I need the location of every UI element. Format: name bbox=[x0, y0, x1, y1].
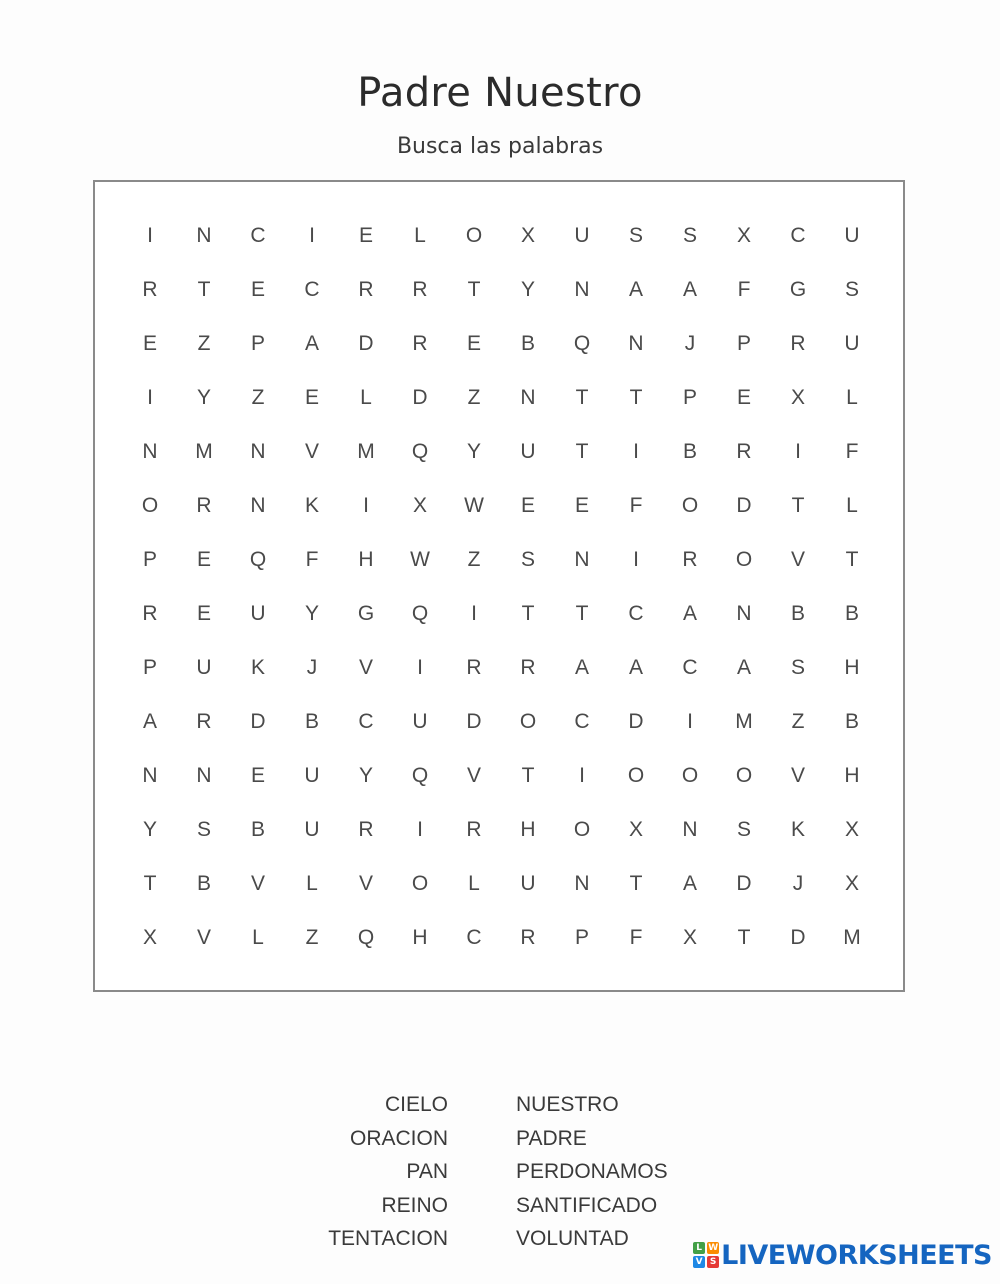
grid-letter-cell[interactable]: W bbox=[464, 494, 484, 517]
grid-letter-cell[interactable]: N bbox=[142, 440, 158, 463]
grid-letter-cell[interactable]: R bbox=[358, 278, 374, 301]
grid-letter-cell[interactable]: H bbox=[412, 926, 428, 949]
grid-letter-cell[interactable]: M bbox=[195, 440, 213, 463]
grid-letter-cell[interactable]: S bbox=[790, 656, 805, 679]
grid-letter-cell[interactable]: E bbox=[358, 224, 373, 247]
word-list-item: PADRE bbox=[516, 1126, 587, 1150]
grid-letter-cell[interactable]: R bbox=[412, 278, 428, 301]
grid-letter-cell[interactable]: C bbox=[790, 224, 806, 247]
grid-letter-cell[interactable]: O bbox=[681, 494, 699, 517]
grid-letter-cell[interactable]: J bbox=[792, 872, 804, 895]
grid-letter-cell[interactable]: C bbox=[466, 926, 482, 949]
brand-text: LIVEWORKSHEETS bbox=[721, 1239, 992, 1271]
grid-letter-cell[interactable]: U bbox=[520, 872, 536, 895]
grid-letter-cell[interactable]: Y bbox=[466, 440, 481, 463]
grid-letter-cell[interactable]: X bbox=[844, 818, 859, 841]
grid-letter-cell[interactable]: Y bbox=[304, 602, 319, 625]
grid-letter-cell[interactable]: C bbox=[304, 278, 320, 301]
grid-letter-cell[interactable]: Q bbox=[411, 440, 429, 463]
grid-letter-cell[interactable]: S bbox=[628, 224, 643, 247]
grid-letter-cell[interactable]: I bbox=[633, 548, 639, 571]
grid-letter-cell[interactable]: V bbox=[358, 872, 373, 895]
logo-tile: S bbox=[707, 1256, 719, 1268]
grid-letter-cell[interactable]: A bbox=[304, 332, 319, 355]
grid-letter-cell[interactable]: B bbox=[520, 332, 535, 355]
grid-letter-cell[interactable]: H bbox=[844, 764, 860, 787]
grid-letter-cell[interactable]: R bbox=[520, 926, 536, 949]
grid-letter-cell[interactable]: V bbox=[466, 764, 481, 787]
grid-letter-cell[interactable]: T bbox=[629, 872, 643, 895]
grid-letter-cell[interactable]: S bbox=[196, 818, 211, 841]
grid-letter-cell[interactable]: T bbox=[629, 386, 643, 409]
grid-letter-cell[interactable]: Y bbox=[196, 386, 211, 409]
grid-letter-cell[interactable]: Y bbox=[358, 764, 373, 787]
grid-letter-cell[interactable]: Q bbox=[411, 764, 429, 787]
word-list-item: PERDONAMOS bbox=[516, 1160, 668, 1184]
grid-letter-cell[interactable]: I bbox=[633, 440, 639, 463]
grid-letter-cell[interactable]: S bbox=[736, 818, 751, 841]
grid-letter-cell[interactable]: D bbox=[736, 494, 752, 517]
word-list-item: TENTACION bbox=[328, 1227, 448, 1251]
grid-letter-cell[interactable]: O bbox=[735, 548, 753, 571]
grid-letter-cell[interactable]: D bbox=[358, 332, 374, 355]
liveworksheets-logo-icon bbox=[693, 1242, 719, 1268]
grid-letter-cell[interactable]: V bbox=[250, 872, 265, 895]
grid-letter-cell[interactable]: V bbox=[790, 548, 805, 571]
grid-letter-cell[interactable]: I bbox=[795, 440, 801, 463]
grid-letter-cell[interactable]: D bbox=[628, 710, 644, 733]
grid-letter-cell[interactable]: N bbox=[628, 332, 644, 355]
grid-letter-cell[interactable]: K bbox=[790, 818, 805, 841]
grid-letter-cell[interactable]: N bbox=[520, 386, 536, 409]
grid-letter-cell[interactable]: F bbox=[737, 278, 751, 301]
word-list-item: NUESTRO bbox=[516, 1093, 619, 1116]
grid-letter-cell[interactable]: N bbox=[250, 440, 266, 463]
grid-letter-cell[interactable]: O bbox=[141, 494, 159, 517]
grid-letter-cell[interactable]: O bbox=[681, 764, 699, 787]
grid-letter-cell[interactable]: T bbox=[197, 278, 211, 301]
grid-letter-cell[interactable]: C bbox=[682, 656, 698, 679]
grid-letter-cell[interactable]: X bbox=[628, 818, 643, 841]
grid-letter-cell[interactable]: U bbox=[844, 332, 860, 355]
grid-letter-cell[interactable]: V bbox=[196, 926, 211, 949]
grid-letter-cell[interactable]: X bbox=[520, 224, 535, 247]
grid-letter-cell[interactable]: A bbox=[142, 710, 157, 733]
grid-letter-cell[interactable]: X bbox=[682, 926, 697, 949]
grid-letter-cell[interactable]: G bbox=[357, 602, 375, 625]
grid-letter-cell[interactable]: L bbox=[360, 386, 372, 409]
grid-letter-cell[interactable]: T bbox=[737, 926, 751, 949]
grid-letter-cell[interactable]: R bbox=[682, 548, 698, 571]
grid-letter-cell[interactable]: A bbox=[736, 656, 751, 679]
grid-letter-cell[interactable]: I bbox=[309, 224, 315, 247]
grid-letter-cell[interactable]: N bbox=[682, 818, 698, 841]
grid-letter-cell[interactable]: R bbox=[520, 656, 536, 679]
grid-letter-cell[interactable]: P bbox=[682, 386, 697, 409]
grid-letter-cell[interactable]: K bbox=[250, 656, 265, 679]
grid-letter-cell[interactable]: U bbox=[304, 764, 320, 787]
grid-letter-cell[interactable]: N bbox=[196, 224, 212, 247]
grid-letter-cell[interactable]: E bbox=[250, 764, 265, 787]
grid-letter-cell[interactable]: E bbox=[250, 278, 265, 301]
grid-letter-cell[interactable]: B bbox=[844, 602, 859, 625]
grid-letter-cell[interactable]: P bbox=[736, 332, 751, 355]
grid-letter-cell[interactable]: R bbox=[412, 332, 428, 355]
word-list-item: VOLUNTAD bbox=[516, 1227, 629, 1251]
word-list-left-column bbox=[328, 1088, 448, 1256]
word-list-item: REINO bbox=[381, 1193, 448, 1217]
grid-letter-cell[interactable]: C bbox=[628, 602, 644, 625]
grid-letter-cell[interactable]: E bbox=[304, 386, 319, 409]
grid-letter-cell[interactable]: D bbox=[736, 872, 752, 895]
grid-letter-cell[interactable]: B bbox=[304, 710, 319, 733]
grid-letter-cell[interactable]: N bbox=[574, 872, 590, 895]
grid-letter-cell[interactable]: P bbox=[142, 548, 157, 571]
grid-letter-cell[interactable]: N bbox=[142, 764, 158, 787]
grid-letter-cell[interactable]: O bbox=[519, 710, 537, 733]
grid-letter-cell[interactable]: T bbox=[575, 602, 589, 625]
grid-letter-cell[interactable]: D bbox=[466, 710, 482, 733]
grid-letter-cell[interactable]: T bbox=[791, 494, 805, 517]
grid-letter-cell[interactable]: E bbox=[736, 386, 751, 409]
grid-letter-cell[interactable]: Z bbox=[467, 386, 481, 409]
grid-letter-cell[interactable]: D bbox=[790, 926, 806, 949]
grid-letter-cell[interactable]: U bbox=[304, 818, 320, 841]
grid-letter-cell[interactable]: O bbox=[465, 224, 483, 247]
grid-letter-cell[interactable]: Q bbox=[411, 602, 429, 625]
grid-letter-cell[interactable]: Q bbox=[573, 332, 591, 355]
grid-letter-cell[interactable]: V bbox=[304, 440, 319, 463]
grid-letter-cell[interactable]: R bbox=[790, 332, 806, 355]
grid-letter-cell[interactable]: X bbox=[736, 224, 751, 247]
grid-letter-cell[interactable]: E bbox=[196, 602, 211, 625]
word-list-item: PAN bbox=[406, 1160, 448, 1184]
logo-tile: W bbox=[708, 1243, 719, 1253]
grid-letter-cell[interactable]: E bbox=[574, 494, 589, 517]
grid-letter-cell[interactable]: H bbox=[358, 548, 374, 571]
grid-letter-cell[interactable]: M bbox=[843, 926, 861, 949]
grid-letter-cell[interactable]: B bbox=[682, 440, 697, 463]
grid-letter-cell[interactable]: D bbox=[250, 710, 266, 733]
grid-letter-cell[interactable]: P bbox=[250, 332, 265, 355]
grid-letter-cell[interactable]: I bbox=[579, 764, 585, 787]
grid-letter-cell[interactable]: K bbox=[304, 494, 319, 517]
grid-letter-cell[interactable]: A bbox=[682, 278, 697, 301]
word-list-item: SANTIFICADO bbox=[516, 1193, 658, 1217]
grid-letter-cell[interactable]: T bbox=[521, 602, 535, 625]
grid-letter-cell[interactable]: P bbox=[574, 926, 589, 949]
grid-letter-cell[interactable]: F bbox=[305, 548, 319, 571]
grid-letter-cell[interactable]: S bbox=[520, 548, 535, 571]
grid-letter-cell[interactable]: E bbox=[196, 548, 211, 571]
grid-letter-cell[interactable]: U bbox=[250, 602, 266, 625]
grid-letter-cell[interactable]: X bbox=[142, 926, 157, 949]
grid-letter-cell[interactable]: I bbox=[417, 656, 423, 679]
grid-letter-cell[interactable]: X bbox=[412, 494, 427, 517]
grid-letter-cell[interactable]: T bbox=[143, 872, 157, 895]
grid-letter-cell[interactable]: Z bbox=[305, 926, 319, 949]
grid-letter-cell[interactable]: R bbox=[196, 494, 212, 517]
grid-letter-cell[interactable]: T bbox=[467, 278, 481, 301]
grid-letter-cell[interactable]: T bbox=[575, 386, 589, 409]
grid-letter-cell[interactable]: A bbox=[574, 656, 589, 679]
word-list-item: CIELO bbox=[384, 1093, 448, 1116]
grid-letter-cell[interactable]: M bbox=[735, 710, 753, 733]
grid-letter-cell[interactable]: L bbox=[846, 494, 858, 517]
worksheet-subtitle: Busca las palabras bbox=[396, 134, 604, 159]
grid-letter-cell[interactable]: N bbox=[196, 764, 212, 787]
grid-letter-cell[interactable]: R bbox=[466, 656, 482, 679]
grid-letter-cell[interactable]: B bbox=[250, 818, 265, 841]
grid-letter-cell[interactable]: F bbox=[629, 494, 643, 517]
grid-letter-cell[interactable]: J bbox=[306, 656, 318, 679]
grid-letter-cell[interactable]: N bbox=[736, 602, 752, 625]
grid-letter-cell[interactable]: A bbox=[682, 602, 697, 625]
grid-letter-cell[interactable]: R bbox=[196, 710, 212, 733]
grid-letter-cell[interactable]: A bbox=[682, 872, 697, 895]
grid-letter-cell[interactable]: E bbox=[142, 332, 157, 355]
grid-letter-cell[interactable]: U bbox=[520, 440, 536, 463]
grid-letter-cell[interactable]: N bbox=[574, 548, 590, 571]
grid-letter-cell[interactable]: R bbox=[466, 818, 482, 841]
grid-letter-cell[interactable]: Z bbox=[251, 386, 265, 409]
grid-letter-cell[interactable]: I bbox=[687, 710, 693, 733]
grid-letter-cell[interactable]: Z bbox=[197, 332, 211, 355]
grid-letter-cell[interactable]: L bbox=[252, 926, 264, 949]
grid-letter-cell[interactable]: O bbox=[627, 764, 645, 787]
grid-letter-cell[interactable]: P bbox=[142, 656, 157, 679]
grid-letter-cell[interactable]: U bbox=[844, 224, 860, 247]
grid-letter-cell[interactable]: G bbox=[789, 278, 807, 301]
grid-letter-cell[interactable]: A bbox=[628, 278, 643, 301]
grid-letter-cell[interactable]: H bbox=[844, 656, 860, 679]
grid-letter-cell[interactable]: Q bbox=[249, 548, 267, 571]
grid-letter-cell[interactable]: R bbox=[736, 440, 752, 463]
word-list-right-column bbox=[516, 1088, 668, 1256]
word-search-grid[interactable] bbox=[93, 180, 905, 992]
grid-letter-cell[interactable]: I bbox=[363, 494, 369, 517]
worksheet-title: Padre Nuestro bbox=[357, 70, 643, 116]
grid-letter-cell[interactable]: O bbox=[573, 818, 591, 841]
grid-letter-cell[interactable]: V bbox=[358, 656, 373, 679]
grid-letter-cell[interactable]: T bbox=[845, 548, 859, 571]
grid-letter-cell[interactable]: B bbox=[196, 872, 211, 895]
grid-letter-cell[interactable]: I bbox=[471, 602, 477, 625]
grid-letter-cell[interactable]: X bbox=[790, 386, 805, 409]
logo-tile: L bbox=[693, 1242, 705, 1254]
grid-letter-cell[interactable]: Q bbox=[357, 926, 375, 949]
grid-letter-cell[interactable]: S bbox=[682, 224, 697, 247]
grid-letter-cell[interactable]: S bbox=[844, 278, 859, 301]
liveworksheets-brand bbox=[693, 1240, 992, 1270]
grid-letter-cell[interactable]: R bbox=[142, 602, 158, 625]
grid-letter-cell[interactable]: L bbox=[306, 872, 318, 895]
grid-letter-cell[interactable]: E bbox=[466, 332, 481, 355]
grid-letter-cell[interactable]: W bbox=[410, 548, 430, 571]
logo-tile: V bbox=[693, 1256, 705, 1268]
grid-letter-cell[interactable]: M bbox=[357, 440, 375, 463]
grid-letter-cell[interactable]: I bbox=[417, 818, 423, 841]
grid-letter-cell[interactable]: C bbox=[250, 224, 266, 247]
grid-letter-cell[interactable]: F bbox=[629, 926, 643, 949]
grid-letter-cell[interactable]: L bbox=[414, 224, 426, 247]
grid-letter-cell[interactable]: T bbox=[521, 764, 535, 787]
grid-letter-cell[interactable]: L bbox=[468, 872, 480, 895]
grid-letter-cell[interactable]: R bbox=[358, 818, 374, 841]
grid-letter-cell[interactable]: Z bbox=[791, 710, 805, 733]
grid-letter-cell[interactable]: U bbox=[574, 224, 590, 247]
grid-letter-cell[interactable]: V bbox=[790, 764, 805, 787]
grid-letter-cell[interactable]: B bbox=[790, 602, 805, 625]
grid-letter-cell[interactable]: D bbox=[412, 386, 428, 409]
grid-letter-cell[interactable]: H bbox=[520, 818, 536, 841]
grid-letter-cell[interactable]: A bbox=[628, 656, 643, 679]
grid-letter-cell[interactable]: U bbox=[412, 710, 428, 733]
grid-letter-cell[interactable]: F bbox=[845, 440, 859, 463]
grid-letter-cell[interactable]: I bbox=[147, 386, 153, 409]
grid-letter-cell[interactable]: J bbox=[684, 332, 696, 355]
word-list-item: ORACION bbox=[349, 1126, 448, 1150]
grid-letter-cell[interactable]: R bbox=[142, 278, 158, 301]
grid-letter-cell[interactable]: N bbox=[574, 278, 590, 301]
grid-letter-cell[interactable]: Y bbox=[142, 818, 157, 841]
grid-letter-cell[interactable]: C bbox=[574, 710, 590, 733]
grid-letter-cell[interactable]: U bbox=[196, 656, 212, 679]
grid-letter-cell[interactable]: B bbox=[844, 710, 859, 733]
grid-letter-cell[interactable]: C bbox=[358, 710, 374, 733]
grid-letter-cell[interactable]: L bbox=[846, 386, 858, 409]
grid-letter-cell[interactable]: Z bbox=[467, 548, 481, 571]
grid-letter-cell[interactable]: Y bbox=[520, 278, 535, 301]
grid-letter-cell[interactable]: X bbox=[844, 872, 859, 895]
grid-letter-cell[interactable]: T bbox=[575, 440, 589, 463]
grid-letter-cell[interactable]: O bbox=[735, 764, 753, 787]
grid-letter-cell[interactable]: E bbox=[520, 494, 535, 517]
grid-letter-cell[interactable]: O bbox=[411, 872, 429, 895]
grid-letter-cell[interactable]: N bbox=[250, 494, 266, 517]
grid-letter-cell[interactable]: I bbox=[147, 224, 153, 247]
